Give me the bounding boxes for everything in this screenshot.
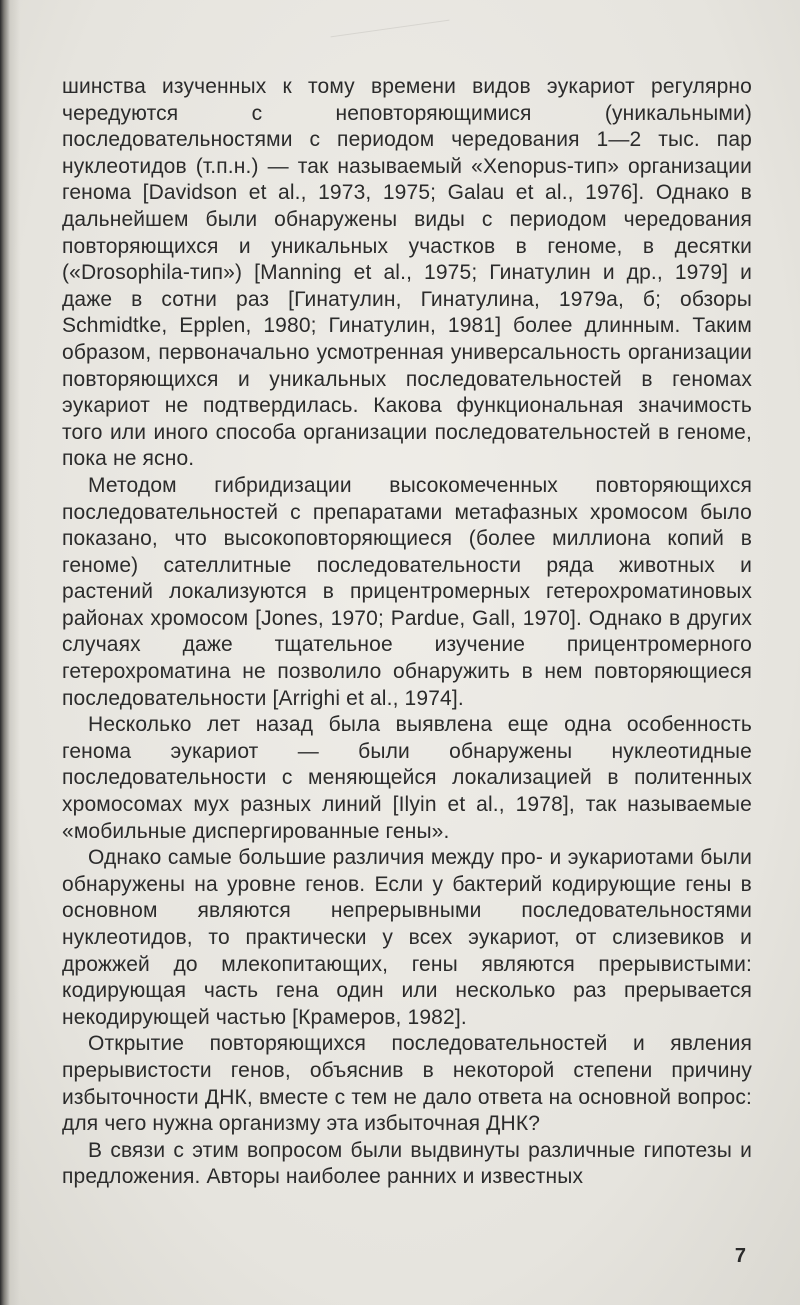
- paragraph-1: шинства изученных к тому времени видов эукариот регулярно чередуются с неповторяющимися (уникальными) последовательностями с периодом чередования 1—2 тыс. пар нуклеотидов (т.п.н.) — так называемый «Xenopus-тип» организации генома [Davidson et al., 1973, 1975; Galau et al., 1976]. Однако в дальнейшем были обнаружены виды с периодом чередования повторяющихся и уникальных участков в геноме, в десятки («Drosophila-тип») [Manning et al., 1975; Гинатулин и др., 1979] и даже в сотни раз [Гинатулин, Гинатулина, 1979а, б; обзоры Schmidtke, Epplen, 1980; Гинатулин, 1981] более длинным. Таким образом, первоначально усмотренная универсальность организации повторяющихся и уникальных последовательностей в геномах эукариот не подтвердилась. Какова функциональная значимость того или иного способа организации последовательностей в геноме, пока не ясно.: [62, 75, 752, 471]
- paragraph-4: Однако самые большие различия между про- и эукариотами были обнаружены на уровне генов. Если у бактерий кодирующие гены в основном являются непрерывными последовательностями нуклеотидов, то практически у всех эукариот, от слизевиков и дрожжей до млекопитающих, гены являются прерывистыми: кодирующая часть гена один или несколько раз прерывается некодирующей частью [Крамеров, 1982].: [62, 846, 752, 1029]
- paragraph-5: Открытие повторяющихся последовательностей и явления прерывистости генов, объяснив в некоторой степени причину избыточности ДНК, вместе с тем не дало ответа на основной вопрос: для чего нужна организму эта избыточная ДНК?: [62, 1032, 752, 1136]
- body-text: [62, 74, 752, 1191]
- page-number: 7: [734, 1245, 746, 1267]
- paragraph-6: В связи с этим вопросом были выдвинуты различные гипотезы и предложения. Авторы наиболее ранних и известных: [62, 1138, 752, 1189]
- paper-crease: [331, 20, 450, 38]
- paragraph-2: Методом гибридизации высокомеченных повторяющихся последовательностей с препаратами метафазных хромосом было показано, что высокоповторяющиеся (более миллиона копий в геноме) сателлитные последовательности ряда животных и растений локализуются в прицентромерных гетерохроматиновых районах хромосом [Jones, 1970; Pardue, Gall, 1970]. Однако в других случаях даже тщательное изучение прицентромерного гетерохроматина не позволило обнаружить в нем повторяющиеся последовательности [Arrighi et al., 1974].: [62, 473, 752, 710]
- paragraph-3: Несколько лет назад была выявлена еще одна особенность генома эукариот — были обнаружены нуклеотидные последовательности с меняющейся локализацией в политенных хромосомах мух разных линий [Ilyin et al., 1978], так называемые «мобильные диспергированные гены».: [62, 713, 752, 843]
